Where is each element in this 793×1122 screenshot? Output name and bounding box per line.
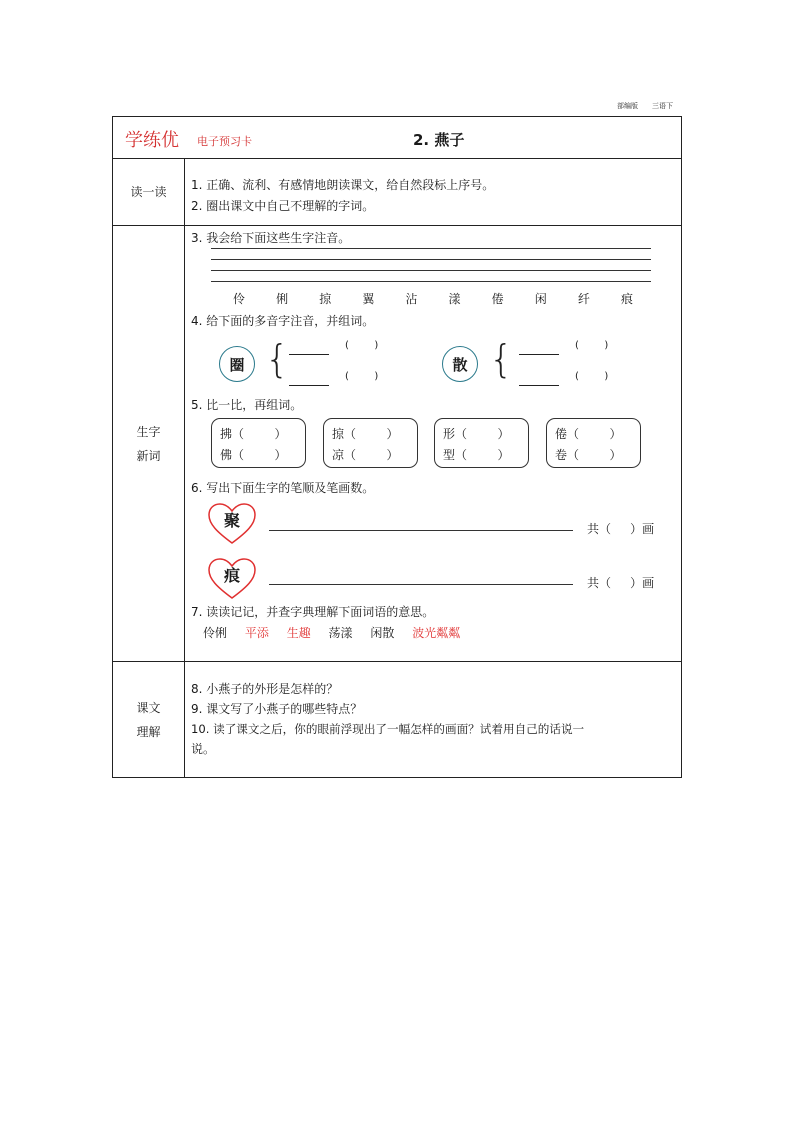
new-char: 痕 <box>620 292 633 306</box>
question-8: 8. 小燕子的外形是怎样的？ <box>191 682 339 696</box>
question-6: 6. 写出下面生字的笔顺及笔画数。 <box>191 481 375 495</box>
title-row <box>113 117 681 159</box>
new-char: 倦 <box>491 292 504 306</box>
pinyin-line <box>211 248 651 249</box>
word-paren: ( ) <box>345 371 379 382</box>
pinyin-blank <box>289 354 329 355</box>
question-4: 4. 给下面的多音字注音，并组词。 <box>191 314 375 328</box>
edition-label: 部编版 <box>617 102 638 110</box>
stroke-count: 共（ ）画 <box>587 522 655 536</box>
new-char: 俐 <box>276 292 289 306</box>
question-9: 9. 课文写了小燕子的哪些特点？ <box>191 702 363 716</box>
vocab-word: 生趣 <box>286 626 311 640</box>
item-2: 2. 圈出课文中自己不理解的字词。 <box>191 199 375 213</box>
stroke-answer-line <box>269 584 573 585</box>
compare-item: 卷（ ） <box>555 448 622 462</box>
pinyin-line <box>211 281 651 282</box>
section-new-words <box>113 226 681 662</box>
vocab-list <box>203 624 460 641</box>
brand-logo: 学练优 <box>125 130 179 151</box>
preview-card <box>112 116 682 778</box>
section-comprehension <box>113 662 681 777</box>
new-char: 翼 <box>362 292 375 306</box>
compare-box <box>323 418 418 468</box>
new-char: 闲 <box>534 292 547 306</box>
vocab-word: 伶俐 <box>203 626 228 640</box>
compare-item: 拂（ ） <box>220 427 287 441</box>
section-content <box>185 159 681 225</box>
word-paren: ( ) <box>575 371 609 382</box>
compare-item: 型（ ） <box>443 448 510 462</box>
grade-label: 三语下 <box>652 102 673 110</box>
pinyin-blank <box>519 385 559 386</box>
compare-item: 形（ ） <box>443 427 510 441</box>
compare-item: 凉（ ） <box>332 448 399 462</box>
edition-note <box>603 101 673 111</box>
stroke-answer-line <box>269 530 573 531</box>
word-paren: ( ) <box>345 340 379 351</box>
question-3: 3. 我会给下面这些生字注音。 <box>191 231 351 245</box>
pinyin-blank <box>519 354 559 355</box>
compare-item: 佛（ ） <box>220 448 287 462</box>
pinyin-blank <box>289 385 329 386</box>
brace-icon: { <box>489 337 514 381</box>
stroke-count: 共（ ）画 <box>587 576 655 590</box>
question-7: 7. 读读记记，并查字典理解下面词语的意思。 <box>191 605 435 619</box>
question-5: 5. 比一比，再组词。 <box>191 398 303 412</box>
pinyin-line <box>211 259 651 260</box>
section-label: 读一读 <box>113 159 185 225</box>
heart-icon <box>207 502 257 546</box>
vocab-word: 波光粼粼 <box>412 626 461 640</box>
new-char-list <box>233 290 633 307</box>
section-content <box>185 226 681 661</box>
compare-box <box>546 418 641 468</box>
stroke-char: 痕 <box>223 566 240 585</box>
new-char: 伶 <box>233 292 246 306</box>
label-line-1: 生字 <box>136 424 161 439</box>
item-1: 1. 正确、流利、有感情地朗读课文，给自然段标上序号。 <box>191 178 495 192</box>
compare-box <box>211 418 306 468</box>
section-label <box>113 662 185 777</box>
question-10: 10. 读了课文之后，你的眼前浮现出了一幅怎样的画面？试着用自己的话说一 <box>191 722 585 736</box>
vocab-word: 平添 <box>244 626 269 640</box>
brand-subtitle: 电子预习卡 <box>197 135 252 148</box>
compare-item: 掠（ ） <box>332 427 399 441</box>
section-read <box>113 159 681 226</box>
vocab-word: 闲散 <box>370 626 395 640</box>
vocab-word: 荡漾 <box>328 626 353 640</box>
new-char: 沾 <box>405 292 418 306</box>
label-line-2: 新词 <box>136 448 161 463</box>
brace-icon: { <box>265 337 290 381</box>
label-line-2: 理解 <box>136 724 161 739</box>
pinyin-line <box>211 270 651 271</box>
question-10-cont: 说。 <box>191 742 216 756</box>
polyphone-circle: 散 <box>442 346 478 382</box>
stroke-char: 聚 <box>223 511 240 530</box>
compare-item: 倦（ ） <box>555 427 622 441</box>
heart-icon <box>207 557 257 601</box>
section-content <box>185 662 681 777</box>
new-char: 漾 <box>448 292 461 306</box>
label-line-1: 课文 <box>136 700 161 715</box>
lesson-title: 2. 燕子 <box>413 131 465 149</box>
word-paren: ( ) <box>575 340 609 351</box>
polyphone-circle: 圈 <box>219 346 255 382</box>
new-char: 纤 <box>577 292 590 306</box>
compare-box <box>434 418 529 468</box>
new-char: 掠 <box>319 292 332 306</box>
section-label <box>113 226 185 661</box>
